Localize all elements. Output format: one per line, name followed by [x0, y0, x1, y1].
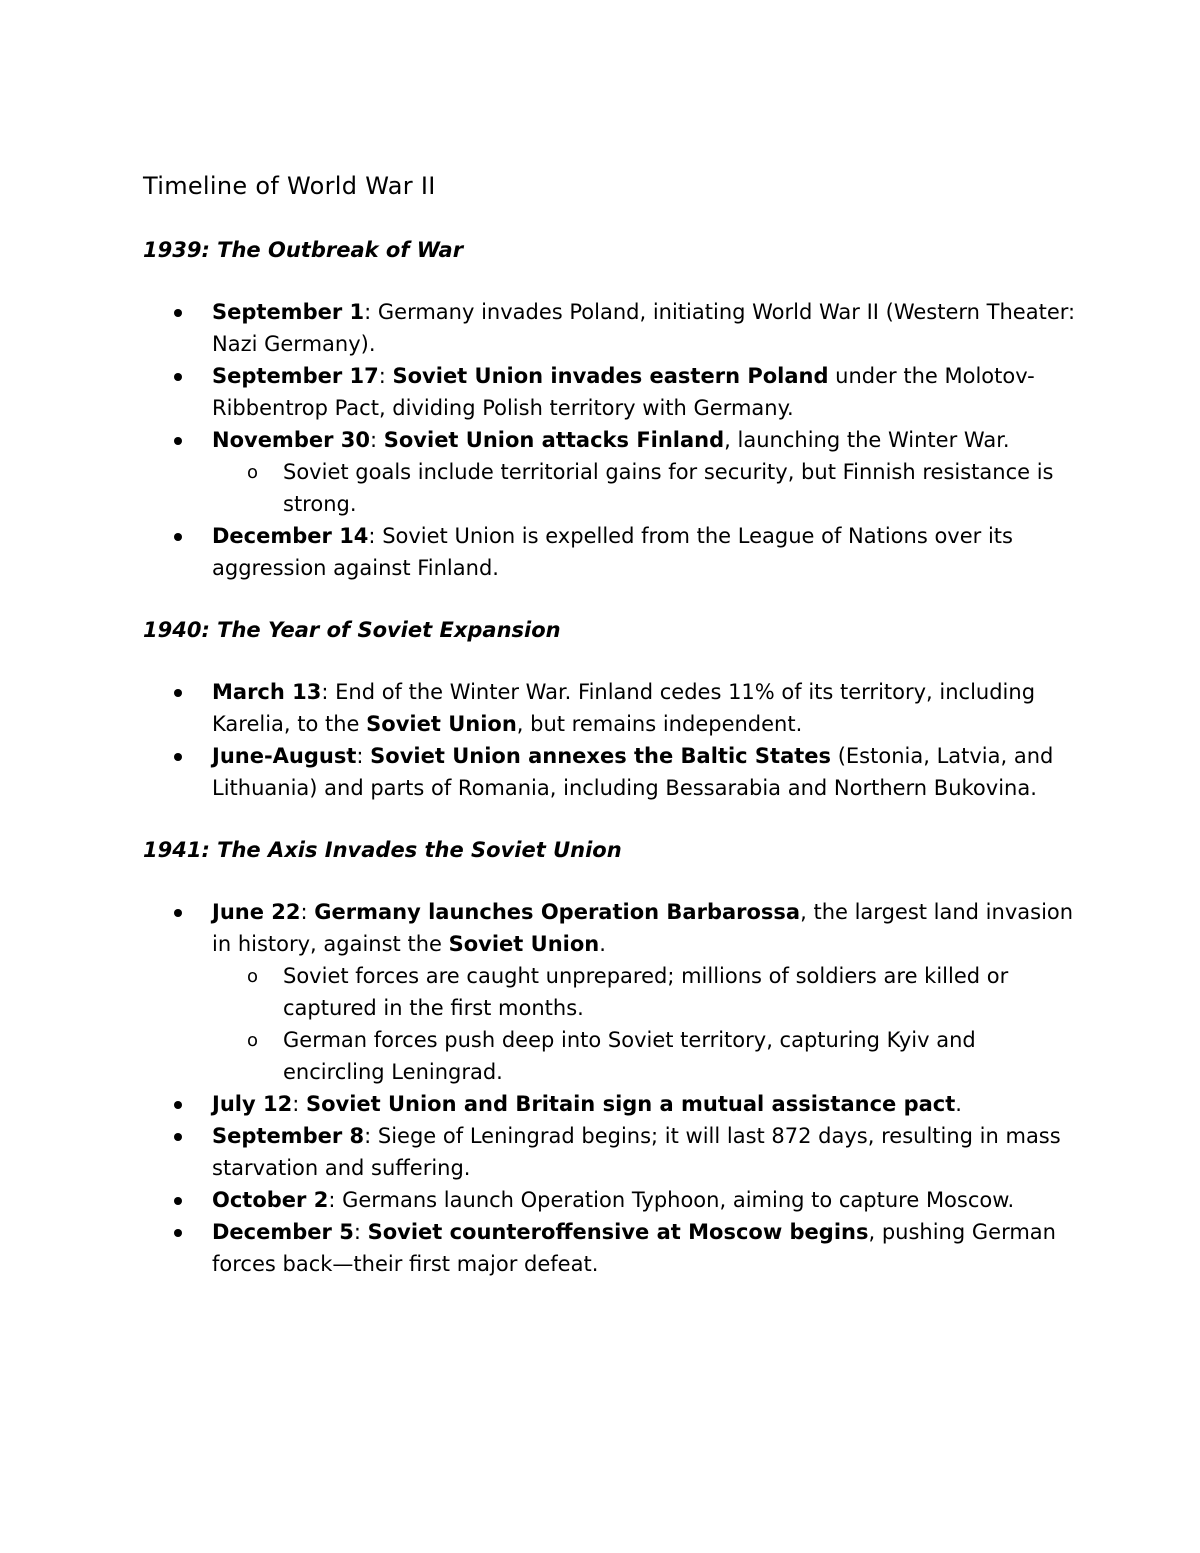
- bullet-icon: [174, 437, 182, 445]
- event-date: March 13: [212, 680, 322, 704]
- event-highlight: Soviet Union invades eastern Poland: [392, 364, 829, 388]
- event-date: September 17: [212, 364, 379, 388]
- sub-item-text: Soviet goals include territorial gains for security, but Finnish resistance is strong.: [283, 460, 1054, 516]
- section-heading: 1939: The Outbreak of War: [143, 238, 464, 262]
- event-highlight: Germany launches Operation Barbarossa: [314, 900, 801, 924]
- hollow-bullet-icon: o: [247, 462, 259, 483]
- event-date: June-August: [212, 744, 357, 768]
- sub-list: [212, 456, 1083, 520]
- bullet-icon: [174, 1229, 182, 1237]
- event-separator: :: [321, 680, 336, 704]
- event-list: [143, 296, 1083, 584]
- event-text: Soviet Union is expelled from the League of Nations over its aggression against Finland.: [212, 524, 1013, 580]
- event-date: September 1: [212, 300, 365, 324]
- event-text-tail: .: [599, 932, 606, 956]
- section-heading: 1941: The Axis Invades the Soviet Union: [143, 838, 622, 862]
- event-separator: :: [368, 524, 383, 548]
- list-item: [143, 1216, 1083, 1280]
- event-text: (Estonia, Latvia, and Lithuania) and parts of Romania, including Bessarabia and Northern Bukovina.: [212, 744, 1054, 800]
- event-text: .: [955, 1092, 962, 1116]
- list-item: [143, 1184, 1083, 1216]
- event-separator: :: [369, 428, 384, 452]
- event-date: October 2: [212, 1188, 329, 1212]
- event-date: July 12: [212, 1092, 293, 1116]
- list-item: [143, 360, 1083, 424]
- event-highlight: Soviet Union annexes the Baltic States: [370, 744, 832, 768]
- event-separator: :: [364, 300, 378, 324]
- sub-list: [212, 960, 1083, 1088]
- sub-list-item: [212, 1024, 1083, 1088]
- event-text-tail: , but remains independent.: [516, 712, 803, 736]
- sub-list-item: [212, 960, 1083, 1024]
- list-item: [143, 520, 1083, 584]
- sub-list-item: [212, 456, 1083, 520]
- event-text: , launching the Winter War.: [724, 428, 1010, 452]
- list-item: [143, 896, 1083, 1088]
- event-list: [143, 676, 1083, 804]
- document-page: [143, 168, 1083, 1310]
- event-text: End of the Winter War. Finland cedes 11% of its territory, including Karelia, to the: [212, 680, 1036, 736]
- event-text: under the Molotov-Ribbentrop Pact, dividing Polish territory with Germany.: [212, 364, 1035, 420]
- event-highlight: Soviet Union attacks Finland: [383, 428, 725, 452]
- bullet-icon: [174, 373, 182, 381]
- event-text: Germany invades Poland, initiating World War II (Western Theater: Nazi Germany).: [212, 300, 1076, 356]
- event-separator: :: [292, 1092, 306, 1116]
- list-item: [143, 740, 1083, 804]
- event-highlight: Soviet Union and Britain sign a mutual assistance pact: [305, 1092, 956, 1116]
- hollow-bullet-icon: o: [247, 966, 259, 987]
- list-item: [143, 1120, 1083, 1184]
- event-text: Siege of Leningrad begins; it will last 872 days, resulting in mass starvation and suffering.: [212, 1124, 1061, 1180]
- event-list: [143, 896, 1083, 1280]
- list-item: [143, 1088, 1083, 1120]
- bullet-icon: [174, 753, 182, 761]
- event-separator: :: [356, 744, 371, 768]
- bullet-icon: [174, 1101, 182, 1109]
- event-text: Germans launch Operation Typhoon, aiming to capture Moscow.: [342, 1188, 1015, 1212]
- bullet-icon: [174, 1197, 182, 1205]
- page-title: Timeline of World War II: [143, 172, 436, 200]
- section-heading: 1940: The Year of Soviet Expansion: [143, 618, 561, 642]
- section-1940: [143, 614, 1083, 804]
- section-1941: [143, 834, 1083, 1280]
- list-item: [143, 424, 1083, 520]
- event-date: June 22: [212, 900, 301, 924]
- event-highlight: Soviet Union: [366, 712, 517, 736]
- sub-item-text: German forces push deep into Soviet territory, capturing Kyiv and encircling Leningrad.: [283, 1028, 976, 1084]
- bullet-icon: [174, 1133, 182, 1141]
- list-item: [143, 296, 1083, 360]
- event-highlight: Soviet counteroffensive at Moscow begins: [367, 1220, 869, 1244]
- section-1939: [143, 234, 1083, 584]
- event-separator: :: [378, 364, 393, 388]
- bullet-icon: [174, 309, 182, 317]
- event-date: December 5: [212, 1220, 354, 1244]
- event-separator: :: [328, 1188, 343, 1212]
- bullet-icon: [174, 533, 182, 541]
- event-separator: :: [353, 1220, 368, 1244]
- event-date: September 8: [212, 1124, 365, 1148]
- list-item: [143, 676, 1083, 740]
- bullet-icon: [174, 909, 182, 917]
- event-date: December 14: [212, 524, 369, 548]
- hollow-bullet-icon: o: [247, 1030, 259, 1051]
- event-separator: :: [364, 1124, 378, 1148]
- event-separator: :: [300, 900, 315, 924]
- event-text: , pushing German forces back—their first major defeat.: [212, 1220, 1056, 1276]
- event-text: , the largest land invasion in history, against the: [212, 900, 1074, 956]
- event-date: November 30: [212, 428, 370, 452]
- event-highlight-2: Soviet Union: [448, 932, 600, 956]
- bullet-icon: [174, 689, 182, 697]
- sub-item-text: Soviet forces are caught unprepared; millions of soldiers are killed or captured in the first months.: [283, 964, 1009, 1020]
